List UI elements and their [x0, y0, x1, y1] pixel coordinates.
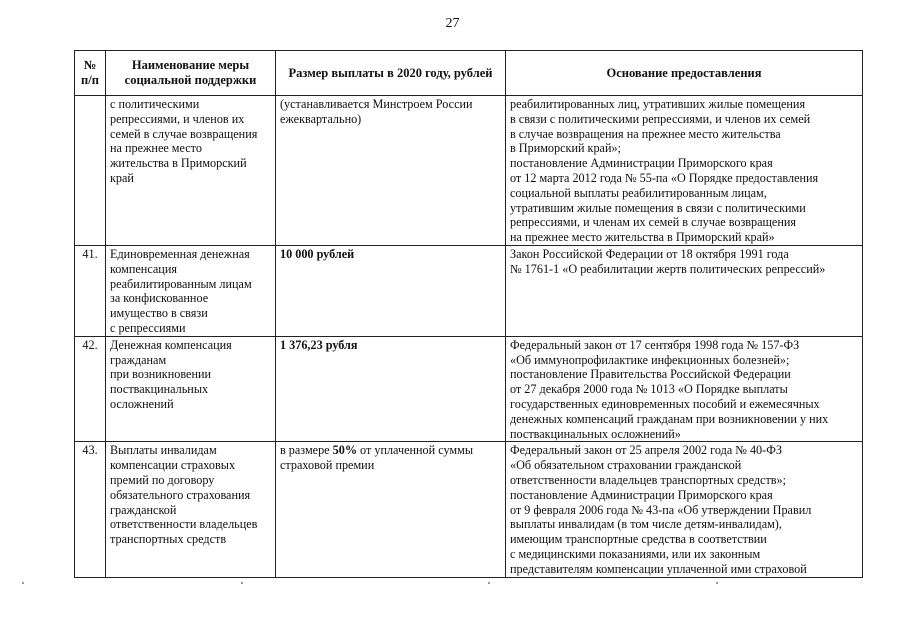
text-line: в Приморский край»; — [510, 141, 621, 156]
basis-cell — [506, 96, 863, 246]
text-line: выплаты инвалидам (в том числе детям-инвалидам), — [510, 517, 782, 532]
header-measure — [106, 51, 276, 96]
text-line: компенсации страховых — [110, 458, 236, 473]
text-line: обязательного страхования — [110, 487, 251, 502]
header-text-line: п/п — [81, 73, 99, 87]
text-line: (устанавливается Минстроем России — [280, 97, 473, 111]
text-line: представителям компенсации уплаченной ими страховой — [510, 561, 807, 576]
text-line: денежных компенсаций гражданам при возникновении у них — [510, 411, 829, 426]
table-row — [75, 245, 863, 336]
amount-suffix: от уплаченной суммы — [357, 443, 474, 458]
text-line: постановление Правительства Российской Федерации — [510, 367, 791, 382]
text-line: имеющим транспортные средства в соответствии — [510, 532, 767, 547]
basis-cell — [506, 245, 863, 336]
measure-cell — [106, 442, 276, 577]
text-line: страховой премии — [280, 458, 375, 473]
basis-cell — [506, 336, 863, 442]
header-text-line: Размер выплаты в 2020 году, рублей — [288, 65, 493, 80]
text-line: поствакцинальных осложнений» — [510, 426, 681, 441]
table-row — [75, 96, 863, 246]
text-line: «Об обязательном страховании гражданской — [510, 458, 742, 473]
text-line: от 27 декабря 2000 года № 1013 «О Порядке выплаты — [510, 382, 788, 397]
text-line: утратившим жилые помещения в связи с политическими — [510, 200, 806, 215]
text-line: Выплаты инвалидам — [110, 443, 217, 458]
text-line: Федеральный закон от 17 сентября 1998 года № 157-ФЗ — [510, 337, 800, 352]
text-line: Закон Российской Федерации от 18 октября 1991 года — [510, 246, 789, 261]
text-line: ежеквартально) — [280, 111, 362, 126]
text-line: компенсация — [110, 261, 177, 276]
header-number — [75, 51, 106, 96]
text-line: гражданской — [110, 502, 177, 517]
text-line: за конфискованное — [110, 291, 209, 306]
text-line: с медицинскими показаниями, или их законным — [510, 546, 761, 561]
scan-speck — [488, 582, 490, 584]
amount-cell — [276, 336, 506, 442]
text-line: Единовременная денежная — [110, 246, 250, 261]
scan-speck — [716, 582, 718, 584]
page-number: 27 — [445, 16, 460, 31]
text-line: премий по договору — [110, 472, 215, 487]
amount-percent: 50% — [332, 443, 357, 458]
header-amount — [276, 51, 506, 96]
header-text-line: Основание предоставления — [606, 65, 762, 80]
text-line: Денежная компенсация — [110, 337, 232, 352]
text-line: реабилитированным лицам — [110, 276, 252, 291]
text-line: на прежнее место жительства в Приморский край» — [510, 230, 775, 245]
row-number: 43. — [75, 442, 106, 577]
row-number: 42. — [75, 336, 106, 442]
header-basis — [506, 51, 863, 96]
text-line: гражданам — [110, 352, 167, 367]
measure-cell — [106, 336, 276, 442]
table-header-row — [75, 51, 863, 96]
header-text-line: № — [83, 58, 97, 72]
text-line: ответственности владельцев транспортных средств»; — [510, 472, 787, 487]
text-line: постановление Администрации Приморского края — [510, 156, 773, 171]
amount-cell — [276, 96, 506, 246]
text-line: № 1761-1 «О реабилитации жертв политических репрессий» — [510, 261, 826, 276]
text-line: от 9 февраля 2006 года № 43-па «Об утверждении Правил — [510, 502, 812, 517]
text-line: от 12 марта 2012 года № 55-па «О Порядке предоставления — [510, 170, 819, 185]
amount-value: 1 376,23 рубля — [280, 337, 358, 352]
text-line: транспортных средств — [110, 532, 227, 547]
header-text-line: социальной поддержки — [124, 73, 257, 87]
text-line: на прежнее место — [110, 141, 202, 156]
text-line: Федеральный закон от 25 апреля 2002 года № 40-ФЗ — [510, 443, 782, 458]
amount-cell — [276, 245, 506, 336]
text-line: репрессиями, и членам их семей в случае возвращения — [510, 215, 796, 230]
text-line — [280, 443, 501, 458]
scan-speck — [241, 582, 243, 584]
header-text-line: Наименование меры — [131, 58, 250, 72]
text-line: семей в случае возвращения — [110, 126, 258, 141]
table-row — [75, 442, 863, 577]
amount-value: 10 000 рублей — [280, 246, 355, 261]
text-line: постановление Администрации Приморского края — [510, 487, 773, 502]
scan-speck — [22, 582, 24, 584]
text-line: поствакцинальных — [110, 382, 209, 397]
row-number — [75, 96, 106, 246]
amount-prefix: в размере — [280, 443, 333, 458]
text-line: социальной выплаты реабилитированным лицам, — [510, 185, 767, 200]
table-row — [75, 336, 863, 442]
text-line: жительства в Приморский — [110, 156, 247, 171]
scan-specks — [0, 582, 905, 586]
row-number: 41. — [75, 245, 106, 336]
text-line: в связи с политическими репрессиями, и членов их семей — [510, 111, 811, 126]
text-line: реабилитированных лиц, утративших жилые помещения — [510, 97, 806, 111]
text-line: с политическими — [110, 97, 200, 111]
text-line: репрессиями, и членов их — [110, 111, 245, 126]
social-support-table — [74, 50, 863, 578]
text-line: государственных единовременных пособий и ежемесячных — [510, 396, 820, 411]
text-line: при возникновении — [110, 367, 212, 382]
text-line: имущество в связи — [110, 306, 208, 321]
text-line: ответственности владельцев — [110, 517, 258, 532]
basis-cell — [506, 442, 863, 577]
text-line: в случае возвращения на прежнее место жительства — [510, 126, 781, 141]
text-line: «Об иммунопрофилактике инфекционных болезней»; — [510, 352, 790, 367]
text-line: край — [110, 170, 134, 185]
measure-cell — [106, 245, 276, 336]
amount-cell — [276, 442, 506, 577]
text-line: с репрессиями — [110, 320, 186, 335]
measure-cell — [106, 96, 276, 246]
text-line: осложнений — [110, 396, 174, 411]
